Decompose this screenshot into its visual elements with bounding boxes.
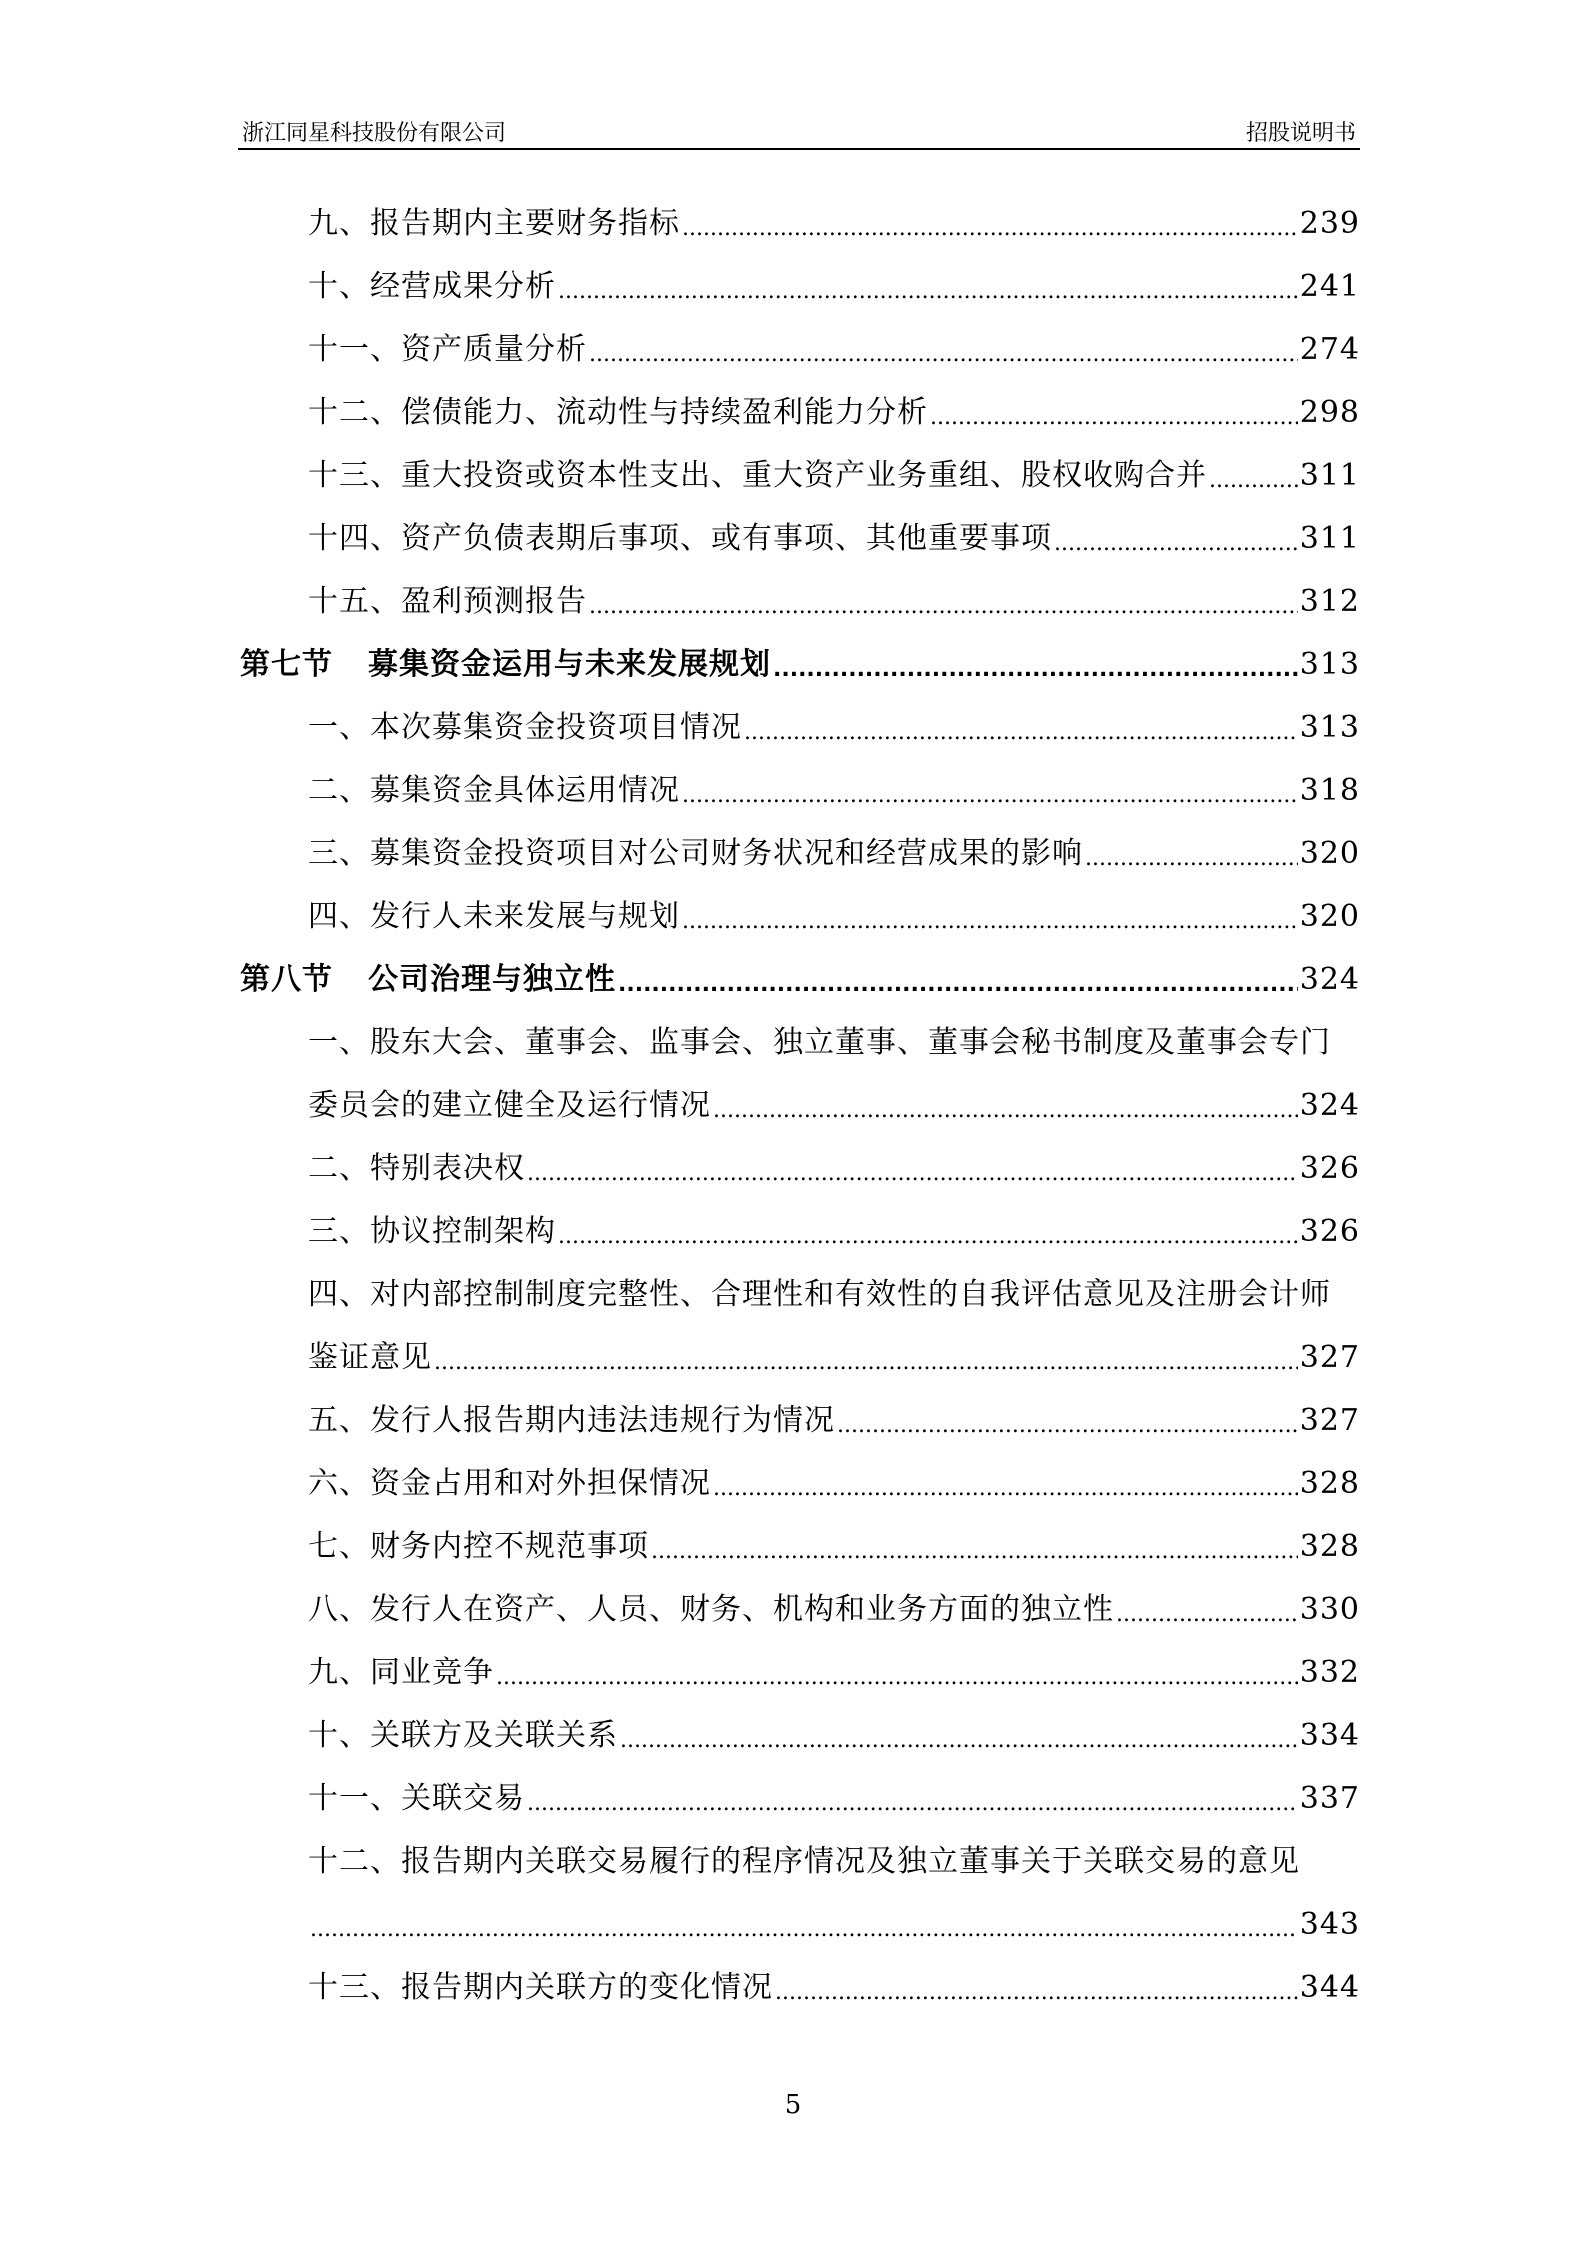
toc-section[interactable] — [240, 645, 1360, 685]
toc-entry-page: 332 — [1299, 1655, 1360, 1690]
toc-entry-page: 343 — [1299, 1907, 1360, 1942]
toc-entry[interactable] — [308, 582, 1360, 622]
toc-leader — [1085, 844, 1298, 874]
toc-entry-title: 委员会的建立健全及运行情况 — [308, 1088, 711, 1123]
toc-entry[interactable] — [308, 1527, 1360, 1567]
toc-entry-title: 十三、报告期内关联方的变化情况 — [308, 1970, 773, 2005]
toc-entry[interactable] — [308, 1149, 1360, 1189]
toc-section-heading — [240, 960, 616, 1000]
toc-entry-page: 334 — [1299, 1718, 1360, 1753]
toc-entry-title-line1[interactable]: 一、股东大会、董事会、监事会、独立董事、董事会秘书制度及董事会专门 — [308, 1025, 1331, 1060]
toc-leader — [682, 907, 1298, 937]
toc-entry[interactable] — [308, 708, 1360, 748]
toc-entry-page: 344 — [1299, 1970, 1360, 2005]
toc-entry-title: 二、募集资金具体运用情况 — [308, 773, 680, 808]
toc-leader — [713, 1474, 1298, 1504]
toc-leader — [527, 1159, 1298, 1189]
toc-entry-page: 330 — [1299, 1592, 1360, 1627]
toc-leader — [589, 592, 1298, 622]
toc-entry-page: 326 — [1299, 1151, 1360, 1186]
toc-leader — [618, 970, 1298, 1000]
toc-entry-page: 320 — [1299, 899, 1360, 934]
toc-entry-title: 一、本次募集资金投资项目情况 — [308, 710, 742, 745]
toc-entry-title-line1[interactable]: 四、对内部控制制度完整性、合理性和有效性的自我评估意见及注册会计师 — [308, 1277, 1331, 1312]
toc-entry[interactable] — [308, 519, 1360, 559]
toc-entry-title: 十二、偿债能力、流动性与持续盈利能力分析 — [308, 395, 928, 430]
toc-entry[interactable] — [308, 834, 1360, 874]
toc-entry-page: 327 — [1299, 1403, 1360, 1438]
toc-leader — [713, 1096, 1298, 1126]
toc-entry-title: 十四、资产负债表期后事项、或有事项、其他重要事项 — [308, 521, 1052, 556]
toc-section-page: 313 — [1299, 647, 1360, 682]
toc-entry-title: 十一、关联交易 — [308, 1781, 525, 1816]
toc-section[interactable] — [240, 960, 1360, 1000]
toc-entry[interactable] — [308, 330, 1360, 370]
toc-entry-title: 三、募集资金投资项目对公司财务状况和经营成果的影响 — [308, 836, 1083, 871]
toc-entry[interactable] — [308, 1905, 1360, 1945]
toc-entry-page: 324 — [1299, 1088, 1360, 1123]
header-document-type: 招股说明书 — [1245, 121, 1356, 146]
toc-entry-page: 311 — [1299, 521, 1360, 556]
toc-leader — [837, 1411, 1298, 1441]
toc-entry-page: 318 — [1299, 773, 1360, 808]
toc-leader — [1209, 466, 1298, 496]
toc-entry[interactable] — [308, 204, 1360, 244]
toc-leader — [310, 1915, 1298, 1945]
toc-entry-page: 328 — [1299, 1529, 1360, 1564]
header-company-name: 浙江同星科技股份有限公司 — [242, 121, 507, 146]
toc-leader — [558, 277, 1298, 307]
toc-entry[interactable] — [308, 771, 1360, 811]
toc-leader — [496, 1663, 1298, 1693]
toc-entry[interactable] — [308, 1401, 1360, 1441]
toc-entry[interactable] — [308, 1779, 1360, 1819]
toc-entry-title: 十、关联方及关联关系 — [308, 1718, 618, 1753]
toc-entry[interactable] — [308, 1212, 1360, 1252]
toc-section-title: 公司治理与独立性 — [368, 962, 616, 997]
toc-leader — [434, 1348, 1298, 1378]
toc-leader — [558, 1222, 1298, 1252]
toc-entry-page: 328 — [1299, 1466, 1360, 1501]
toc-entry-page: 326 — [1299, 1214, 1360, 1249]
toc-entry-page: 274 — [1299, 332, 1360, 367]
toc-entry-title: 五、发行人报告期内违法违规行为情况 — [308, 1403, 835, 1438]
toc-leader — [775, 1978, 1298, 2008]
toc-leader — [589, 340, 1298, 370]
toc-entry[interactable] — [308, 1590, 1360, 1630]
toc-entry-title: 六、资金占用和对外担保情况 — [308, 1466, 711, 1501]
toc-section-number: 第七节 — [240, 647, 333, 682]
toc-entry-title: 十、经营成果分析 — [308, 269, 556, 304]
toc-entry-page: 327 — [1299, 1340, 1360, 1375]
toc-section-number: 第八节 — [240, 962, 333, 997]
toc-entry[interactable] — [308, 1968, 1360, 2008]
toc-entry-title-line1[interactable]: 十二、报告期内关联交易履行的程序情况及独立董事关于关联交易的意见 — [308, 1844, 1300, 1879]
toc-leader — [773, 655, 1298, 685]
toc-entry-title: 二、特别表决权 — [308, 1151, 525, 1186]
toc-entry-title: 八、发行人在资产、人员、财务、机构和业务方面的独立性 — [308, 1592, 1114, 1627]
toc-entry-page: 239 — [1299, 206, 1360, 241]
toc-section-page: 324 — [1299, 962, 1360, 997]
toc-leader — [620, 1726, 1298, 1756]
toc-leader — [1116, 1600, 1298, 1630]
toc-entry-page: 320 — [1299, 836, 1360, 871]
toc-entry[interactable] — [308, 393, 1360, 433]
toc-entry-title: 十三、重大投资或资本性支出、重大资产业务重组、股权收购合并 — [308, 458, 1207, 493]
toc-entry-page: 337 — [1299, 1781, 1360, 1816]
toc-entry[interactable] — [308, 1338, 1360, 1378]
toc-leader — [930, 403, 1298, 433]
toc-entry-title: 三、协议控制架构 — [308, 1214, 556, 1249]
toc-entry-title: 四、发行人未来发展与规划 — [308, 899, 680, 934]
toc-leader — [651, 1537, 1298, 1567]
toc-entry[interactable] — [308, 1716, 1360, 1756]
toc-entry-title: 九、同业竞争 — [308, 1655, 494, 1690]
toc-leader — [682, 214, 1298, 244]
toc-leader — [527, 1789, 1298, 1819]
toc-entry[interactable] — [308, 1086, 1360, 1126]
toc-entry[interactable] — [308, 1653, 1360, 1693]
toc-entry[interactable] — [308, 267, 1360, 307]
toc-entry[interactable] — [308, 897, 1360, 937]
toc-entry-page: 298 — [1299, 395, 1360, 430]
page-number: 5 — [784, 2090, 802, 2120]
toc-entry-title: 九、报告期内主要财务指标 — [308, 206, 680, 241]
toc-entry-page: 311 — [1299, 458, 1360, 493]
toc-entry-title: 鉴证意见 — [308, 1340, 432, 1375]
toc-entry[interactable] — [308, 1464, 1360, 1504]
toc-section-heading — [240, 645, 771, 685]
toc-entry-page: 312 — [1299, 584, 1360, 619]
toc-entry-page: 313 — [1299, 710, 1360, 745]
toc-section-title: 募集资金运用与未来发展规划 — [368, 647, 771, 682]
toc-entry-title: 七、财务内控不规范事项 — [308, 1529, 649, 1564]
toc-entry-title: 十五、盈利预测报告 — [308, 584, 587, 619]
toc-entry-title: 十一、资产质量分析 — [308, 332, 587, 367]
toc-entry[interactable] — [308, 456, 1360, 496]
toc-entry-page: 241 — [1299, 269, 1360, 304]
toc-leader — [1054, 529, 1298, 559]
toc-leader — [744, 718, 1298, 748]
toc-leader — [682, 781, 1298, 811]
